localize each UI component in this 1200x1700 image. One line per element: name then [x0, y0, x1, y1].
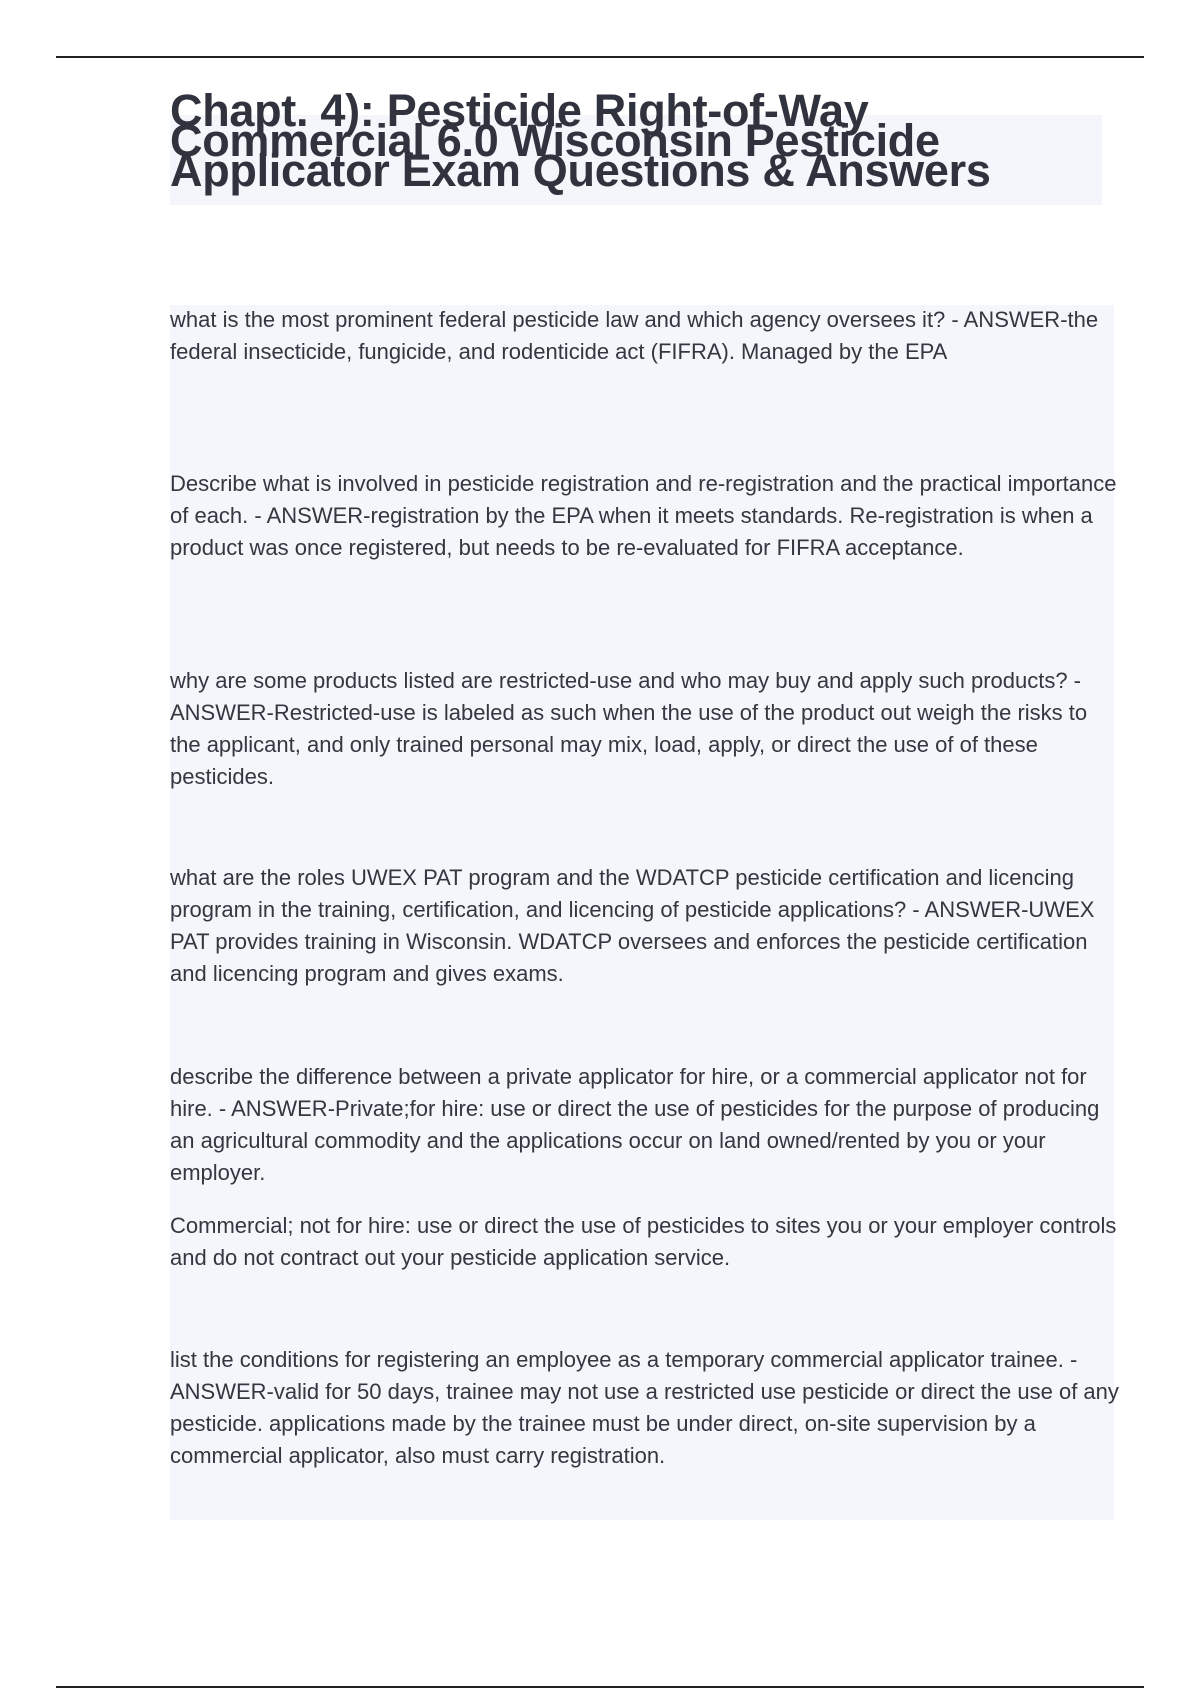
qa-item: list the conditions for registering an employee as a temporary commercial applicator trainee. - ANSWER-valid for 50 days, trainee may not use a restricted use pesticide or direct the use of any pesticide. applications made by the trainee must be under direct, on-site supervision by a commercial applicator, also must carry registration.: [170, 1347, 1119, 1468]
qa-item: what are the roles UWEX PAT program and the WDATCP pesticide certification and licencing program in the training, certification, and licencing of pesticide applications? - ANSWER-UWEX PAT provides training in Wisconsin. WDATCP oversees and enforces the pesticide certification and licencing program and gives exams.: [170, 865, 1095, 986]
qa-item: what is the most prominent federal pesticide law and which agency oversees it? - ANSWER-the federal insecticide, fungicide, and rodenticide act (FIFRA). Managed by the EPA: [170, 307, 1099, 364]
qa-item: why are some products listed are restricted-use and who may buy and apply such products? - ANSWER-Restricted-use is labeled as such when the use of the product out weigh the risks to the applicant, and only trained personal may mix, load, apply, or direct the use of of these pesticides.: [170, 668, 1088, 789]
top-rule: [56, 56, 1144, 58]
bottom-rule: [56, 1686, 1144, 1688]
qa-item: Describe what is involved in pesticide registration and re-registration and the practical importance of each. - ANSWER-registration by the EPA when it meets standards. Re-registration is when a product was once registered, but needs to be re-evaluated for FIFRA acceptance.: [170, 471, 1117, 560]
qa-item-continuation: Commercial; not for hire: use or direct the use of pesticides to sites you or your employer controls and do not contract out your pesticide application service.: [170, 1213, 1117, 1270]
qa-item: describe the difference between a private applicator for hire, or a commercial applicator not for hire. - ANSWER-Private;for hire: use or direct the use of pesticides for the purpose of producing an agricultural commodity and the applications occur on land owned/rented by you or your employer.: [170, 1064, 1100, 1185]
page-title: Chapt. 4): Pesticide Right-of-Way Commercial 6.0 Wisconsin Pesticide Applicator Exam Questions & Answers: [170, 85, 991, 196]
